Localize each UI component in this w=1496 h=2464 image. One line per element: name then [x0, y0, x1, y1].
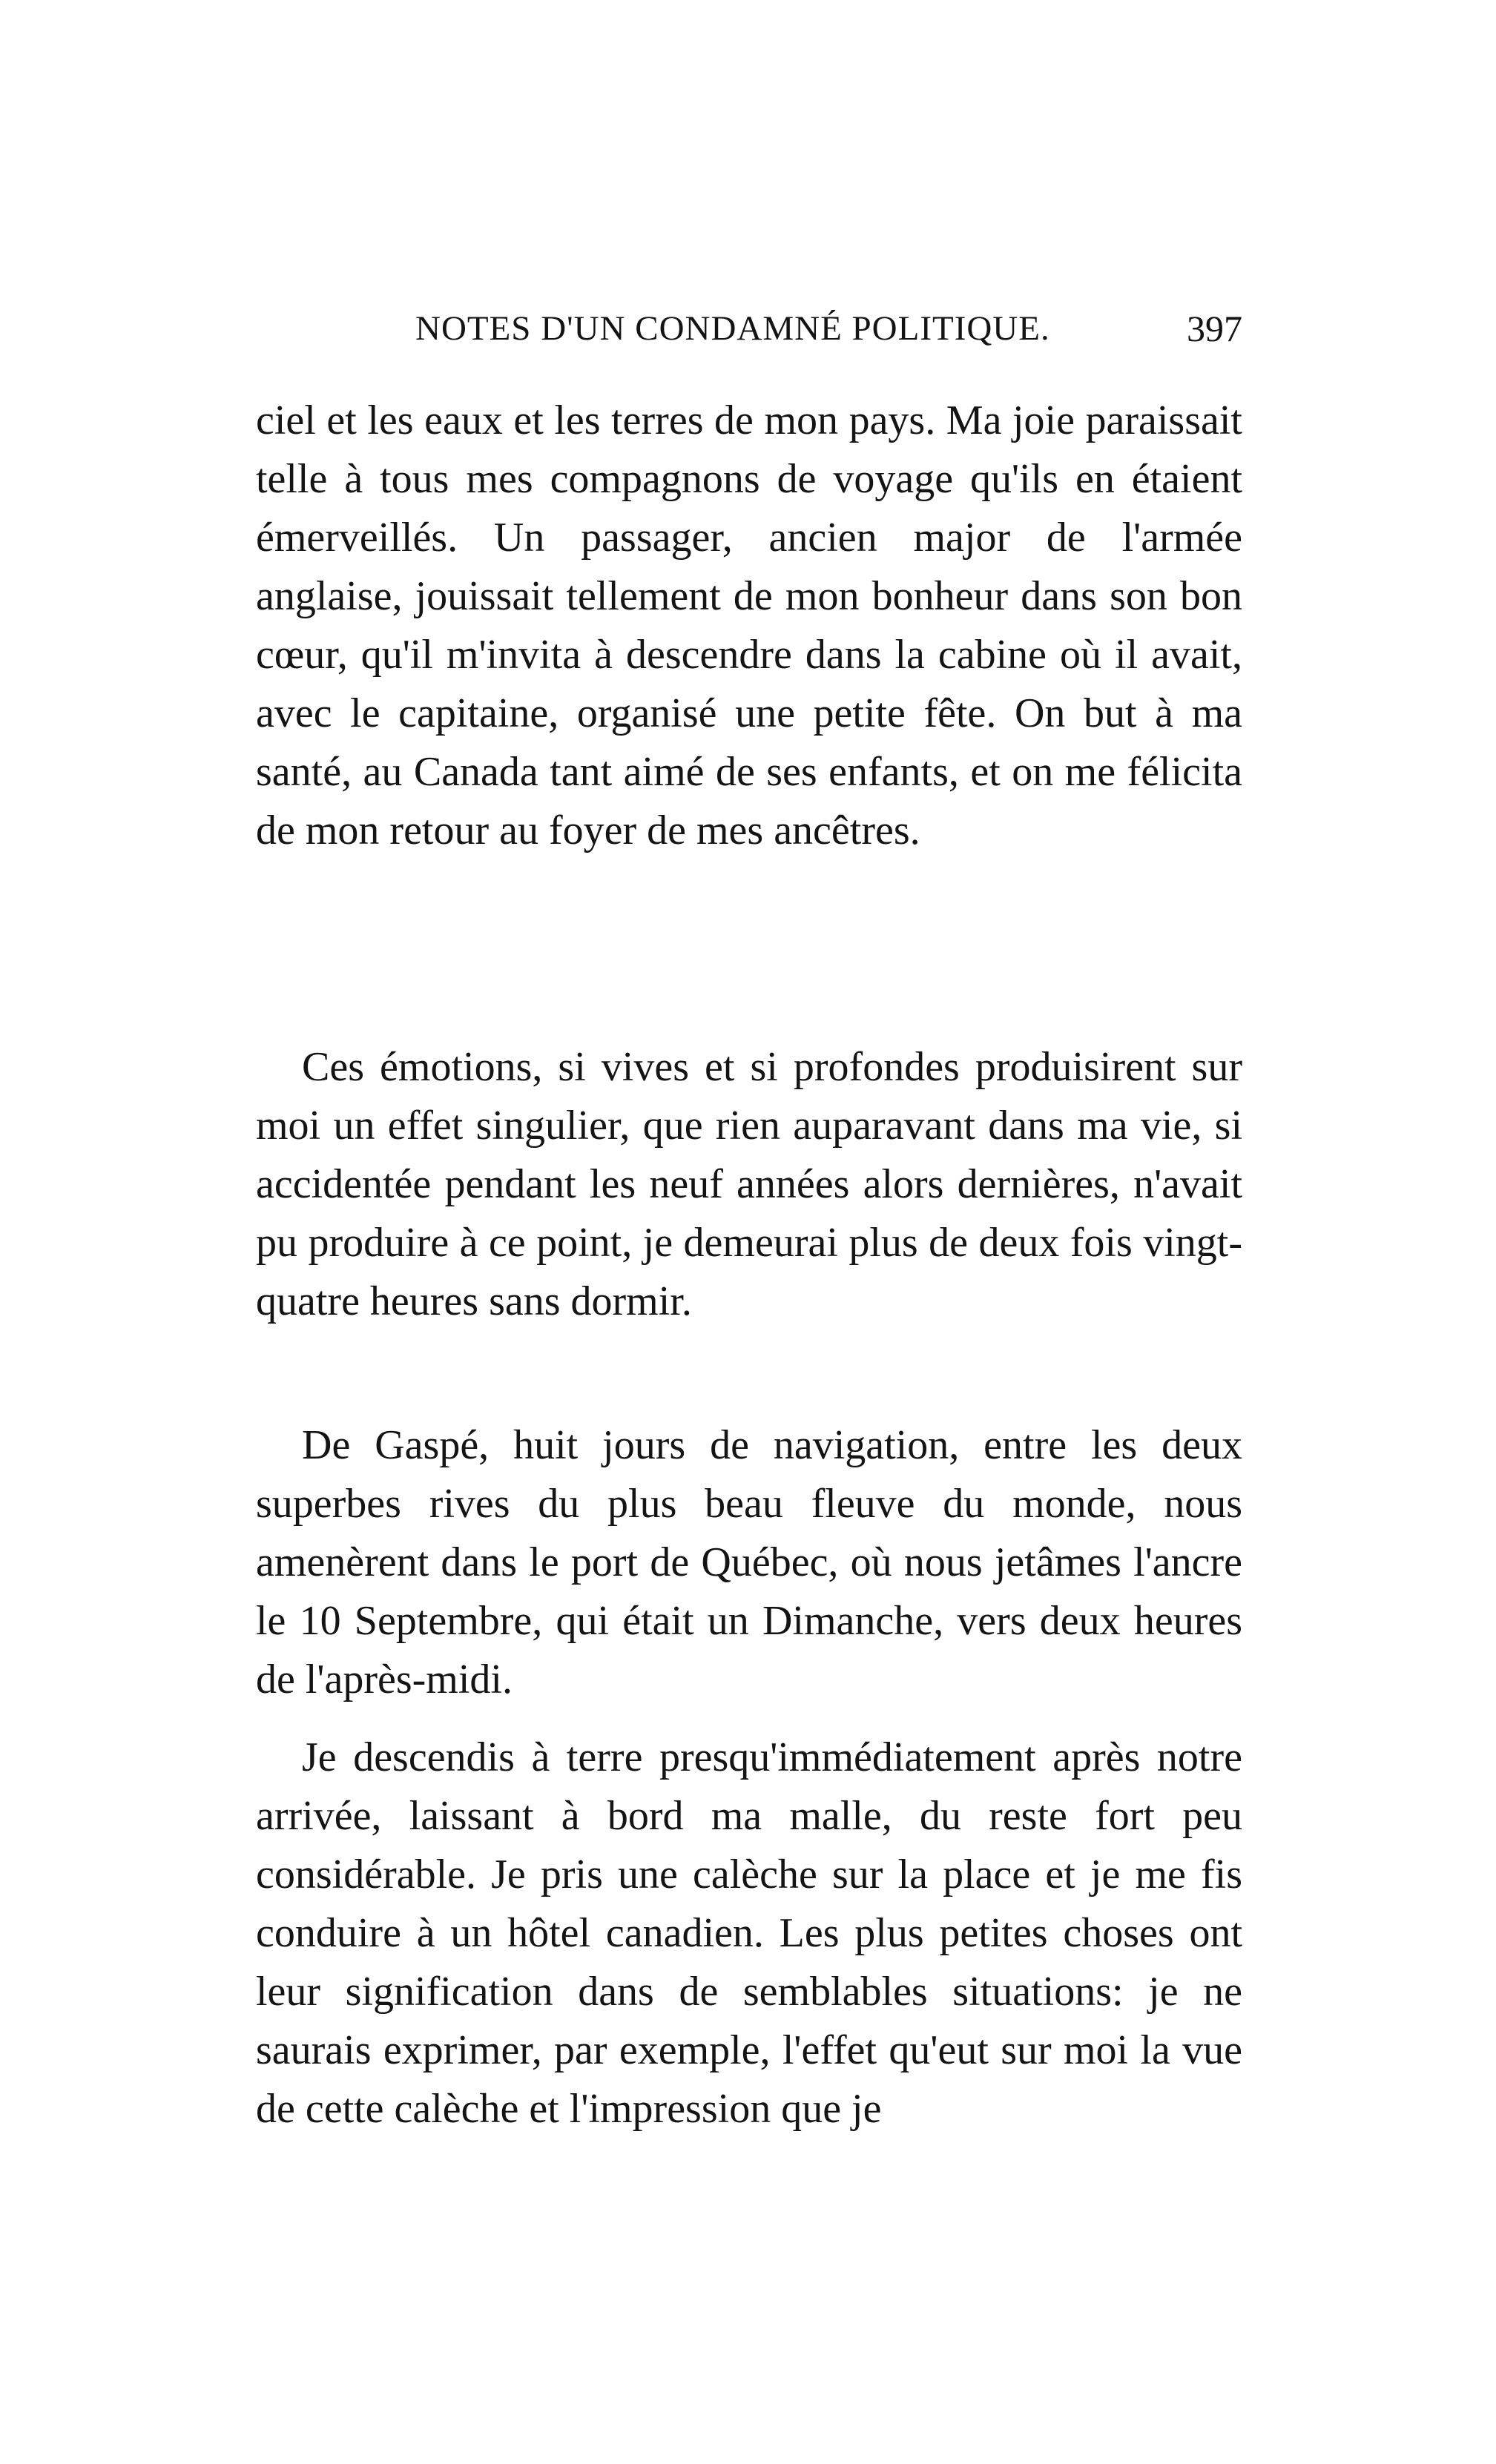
paragraph: Je descendis à terre presqu'immédiatement après notre arrivée, laissant à bord ma malle, du reste fort peu considérable. Je pris une calèche sur la place et je me fis conduire à un hôtel canadien. Les plus petites choses ont leur signification dans de semblables situations: je ne saurais exprimer, par exemple, l'effet qu'eut sur moi la vue de cette calèche et l'impression que je [256, 1734, 1242, 2132]
running-head [256, 303, 1242, 354]
page-number: 397 [1187, 308, 1242, 349]
paragraph: De Gaspé, huit jours de navigation, entre les deux superbes rives du plus beau fleuve du monde, nous amenèrent dans le port de Québec, où nous jetâmes l'ancre le 10 Septembre, qui était un Dimanche, vers deux heures de l'après-midi. [256, 1422, 1242, 1702]
paragraph-block [256, 392, 1242, 860]
paragraph-continued: ciel et les eaux et les terres de mon pays. Ma joie paraissait telle à tous mes compagnons de voyage qu'ils en étaient émerveillés. Un passager, ancien major de l'armée anglaise, jouissait tellement de mon bonheur dans son bon cœur, qu'il m'invita à descendre dans la cabine où il avait, avec le capitaine, organisé une petite fête. On but à ma santé, au Canada tant aimé de ses enfants, et on me félicita de mon retour au foyer de mes ancêtres. [256, 397, 1242, 853]
paragraph-block [256, 1416, 1242, 1709]
paragraph-block [256, 1038, 1242, 1331]
running-title: NOTES D'UN CONDAMNÉ POLITIQUE. [415, 309, 1050, 348]
paragraph-block [256, 1728, 1242, 2138]
paragraph: Ces émotions, si vives et si profondes produisirent sur moi un effet singulier, que rien auparavant dans ma vie, si accidentée pendant les neuf années alors dernières, n'avait pu produire à ce point, je demeurai plus de deux fois vingt-quatre heures sans dormir. [256, 1044, 1242, 1324]
